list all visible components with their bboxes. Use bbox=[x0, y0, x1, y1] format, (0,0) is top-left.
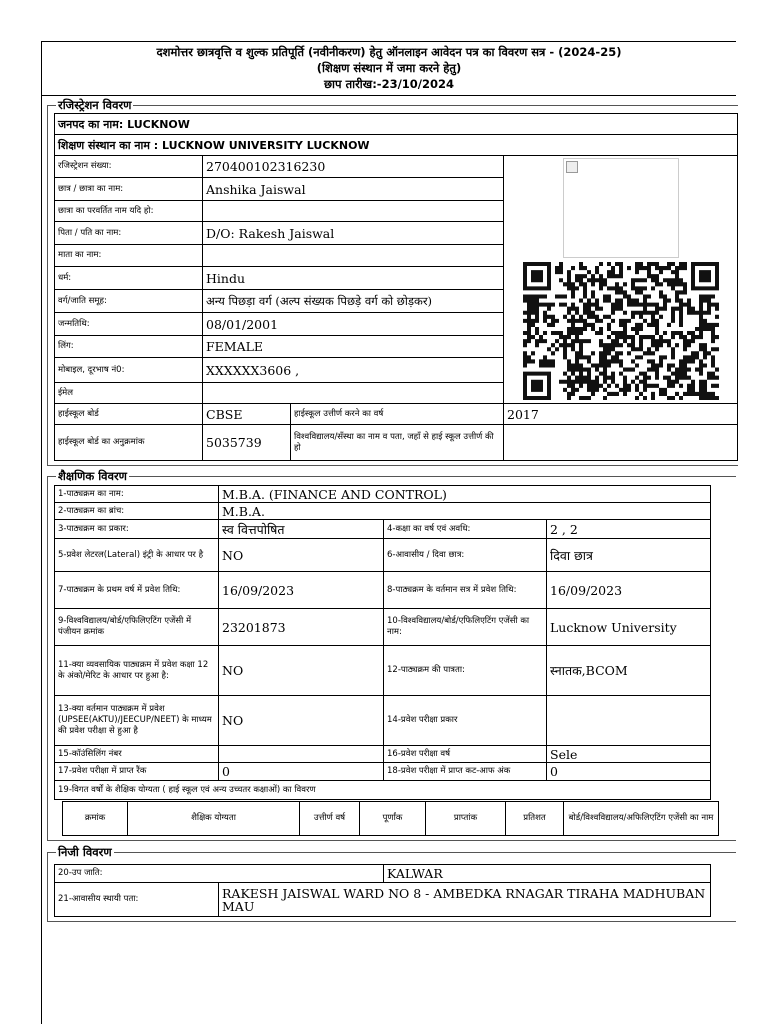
entrance-type-value bbox=[547, 696, 711, 746]
column-board-name: बोर्ड/विश्वविद्यालय/अफिलिएटिंग एजेंसी का नाम bbox=[564, 802, 719, 836]
academic-section bbox=[47, 469, 736, 841]
permanent-address-value: RAKESH JAISWAL WARD NO 8 - AMBEDKA RNAGAR TIRAHA MADHUBAN MAU bbox=[219, 883, 711, 917]
personal-legend: निजी विवरण bbox=[58, 845, 112, 859]
registration-number-value: 270400102316230 bbox=[203, 156, 504, 178]
course-name-label: 1-पाठ्यक्रम का नाम: bbox=[55, 486, 219, 503]
registration-legend: रजिस्ट्रेशन विवरण bbox=[58, 98, 132, 112]
entrance-rank-label: 17-प्रवेश परीक्षा में प्राप्त रैंक bbox=[55, 763, 219, 781]
subcaste-value: KALWAR bbox=[384, 865, 711, 883]
course-branch-value: M.B.A. bbox=[219, 503, 711, 520]
pass-year-value: 2017 bbox=[504, 404, 738, 425]
current-session-admission-label: 8-पाठ्यक्रम के वर्तमान सत्र में प्रवेश तिथि: bbox=[384, 572, 547, 609]
university-reg-value: 23201873 bbox=[219, 609, 384, 646]
pass-year-label: हाईस्कूल उत्तीर्ण करने का वर्ष bbox=[291, 404, 504, 425]
lateral-entry-label: 5-प्रवेश लेटरल(Lateral) इंट्री के आधार पर है bbox=[55, 539, 219, 572]
registration-table bbox=[54, 113, 738, 461]
subcaste-label: 20-उप जाति: bbox=[55, 865, 384, 883]
entrance-admission-label: 13-क्या वर्तमान पाठ्यक्रम में प्रवेश (UPSEE(AKTU)/JEECUP/NEET) के माध्यम की प्रवेश परीक्षा से हुआ है bbox=[55, 696, 219, 746]
past-education-table bbox=[62, 801, 719, 836]
registration-section bbox=[47, 98, 738, 466]
board-label: हाईस्कूल बोर्ड bbox=[55, 404, 203, 425]
gender-label: लिंग: bbox=[55, 336, 203, 358]
entrance-year-value: Sele bbox=[547, 746, 711, 763]
merit-admission-label: 11-क्या व्यवसायिक पाठ्यक्रम में प्रवेश कक्षा 12 के अंको/मेरिट के आधार पर हुआ है: bbox=[55, 646, 219, 696]
university-name-value: Lucknow University bbox=[547, 609, 711, 646]
roll-number-value: 5035739 bbox=[203, 425, 291, 461]
lateral-entry-value: NO bbox=[219, 539, 384, 572]
photo-qr-cell bbox=[504, 156, 738, 404]
email-label: ईमेल bbox=[55, 383, 203, 404]
registration-number-label: रजिस्ट्रेशन संख्या: bbox=[55, 156, 203, 178]
qr-code bbox=[523, 262, 719, 400]
mother-name-label: माता का नाम: bbox=[55, 245, 203, 267]
mobile-label: मोबाइल, दूरभाष नं0: bbox=[55, 358, 203, 383]
changed-name-value bbox=[203, 201, 504, 222]
institution-name: शिक्षण संस्थान का नाम : LUCKNOW UNIVERSITY LUCKNOW bbox=[55, 135, 738, 156]
column-qualification: शैक्षिक योग्यता bbox=[128, 802, 300, 836]
course-eligibility-value: स्नातक,BCOM bbox=[547, 646, 711, 696]
course-name-value: M.B.A. (FINANCE AND CONTROL) bbox=[219, 486, 711, 503]
column-pass-year: उत्तीर्ण वर्ष bbox=[300, 802, 360, 836]
course-eligibility-label: 12-पाठ्यक्रम की पात्रता: bbox=[384, 646, 547, 696]
category-value: अन्य पिछड़ा वर्ग (अल्प संख्यक पिछड़े वर्ग को छोड़कर) bbox=[203, 290, 504, 313]
entrance-type-label: 14-प्रवेश परीक्षा प्रकार bbox=[384, 696, 547, 746]
course-branch-label: 2-पाठ्यक्रम का ब्रांच: bbox=[55, 503, 219, 520]
merit-admission-value: NO bbox=[219, 646, 384, 696]
dob-value: 08/01/2001 bbox=[203, 313, 504, 336]
roll-number-label: हाईस्कूल बोर्ड का अनुक्रमांक bbox=[55, 425, 203, 461]
course-year-label: 4-कक्षा का वर्ष एवं अवधि: bbox=[384, 520, 547, 539]
university-reg-label: 9-विश्वविद्यालय/बोर्ड/एफिलिएटिंग एजेंसी में पंजीयन क्रमांक bbox=[55, 609, 219, 646]
district-name: जनपद का नाम: LUCKNOW bbox=[55, 114, 738, 135]
column-max-marks: पूर्णांक bbox=[360, 802, 426, 836]
entrance-rank-value: 0 bbox=[219, 763, 384, 781]
form-subtitle: (शिक्षण संस्थान में जमा करने हेतु) bbox=[316, 61, 462, 75]
father-name-label: पिता / पति का नाम: bbox=[55, 222, 203, 245]
counselling-number-label: 15-कॉउंसिलिंग नंबर bbox=[55, 746, 219, 763]
form-title: दशमोत्तर छात्रवृत्ति व शुल्क प्रतिपूर्ति (नवीनीकरण) हेतु ऑनलाइन आवेदन पत्र का विवरण सत्र - (2024-25) bbox=[156, 45, 622, 59]
student-name-value: Anshika Jaiswal bbox=[203, 178, 504, 201]
mother-name-value bbox=[203, 245, 504, 267]
student-name-label: छात्र / छात्रा का नाम: bbox=[55, 178, 203, 201]
religion-label: धर्म: bbox=[55, 267, 203, 290]
category-label: वर्ग/जाति समूह: bbox=[55, 290, 203, 313]
qr-modules bbox=[523, 262, 719, 400]
university-name-label: 10-विश्वविद्यालय/बोर्ड/एफिलिएटिंग एजेंसी का नाम: bbox=[384, 609, 547, 646]
father-name-value: D/O: Rakesh Jaiswal bbox=[203, 222, 504, 245]
entrance-admission-value: NO bbox=[219, 696, 384, 746]
email-value bbox=[203, 383, 504, 404]
school-address-value bbox=[504, 425, 738, 461]
broken-image-icon bbox=[566, 161, 578, 173]
course-year-value: 2 , 2 bbox=[547, 520, 711, 539]
religion-value: Hindu bbox=[203, 267, 504, 290]
permanent-address-label: 21-आवासीय स्थायी पता: bbox=[55, 883, 219, 917]
mobile-value: XXXXXX3606 , bbox=[203, 358, 504, 383]
student-photo bbox=[563, 158, 679, 258]
personal-section bbox=[47, 845, 736, 922]
cutoff-marks-value: 0 bbox=[547, 763, 711, 781]
residence-type-value: दिवा छात्र bbox=[547, 539, 711, 572]
entrance-year-label: 16-प्रवेश परीक्षा वर्ष bbox=[384, 746, 547, 763]
first-year-admission-value: 16/09/2023 bbox=[219, 572, 384, 609]
course-type-value: स्व वित्तपोषित bbox=[219, 520, 384, 539]
current-session-admission-value: 16/09/2023 bbox=[547, 572, 711, 609]
board-value: CBSE bbox=[203, 404, 291, 425]
residence-type-label: 6-आवासीय / दिवा छात्र: bbox=[384, 539, 547, 572]
gender-value: FEMALE bbox=[203, 336, 504, 358]
academic-legend: शैक्षणिक विवरण bbox=[58, 469, 127, 483]
course-type-label: 3-पाठ्यक्रम का प्रकार: bbox=[55, 520, 219, 539]
dob-label: जन्मतिथि: bbox=[55, 313, 203, 336]
first-year-admission-label: 7-पाठ्यक्रम के प्रथम वर्ष में प्रवेश तिथि: bbox=[55, 572, 219, 609]
personal-table bbox=[54, 864, 711, 917]
cutoff-marks-label: 18-प्रवेश परीक्षा में प्राप्त कट-आफ अंक bbox=[384, 763, 547, 781]
changed-name-label: छात्रा का परवर्तित नाम यदि हो: bbox=[55, 201, 203, 222]
school-address-label: विश्वविद्यालय/सँस्था का नाम व पता, जहाँ से हाई स्कूल उत्तीर्ण की हो bbox=[291, 425, 504, 461]
past-education-label: 19-विगत वर्षों के शैक्षिक योग्यता ( हाई स्कूल एवं अन्य उच्चतर कक्षाओं) का विवरण bbox=[55, 781, 711, 800]
column-serial: क्रमांक bbox=[63, 802, 128, 836]
column-percentage: प्रतिशत bbox=[506, 802, 564, 836]
column-obtained-marks: प्राप्तांक bbox=[426, 802, 506, 836]
academic-table bbox=[54, 485, 711, 800]
application-form-page bbox=[41, 41, 736, 1024]
print-date: छाप तारीख:-23/10/2024 bbox=[324, 77, 454, 91]
counselling-number-value bbox=[219, 746, 384, 763]
form-header bbox=[42, 42, 736, 96]
